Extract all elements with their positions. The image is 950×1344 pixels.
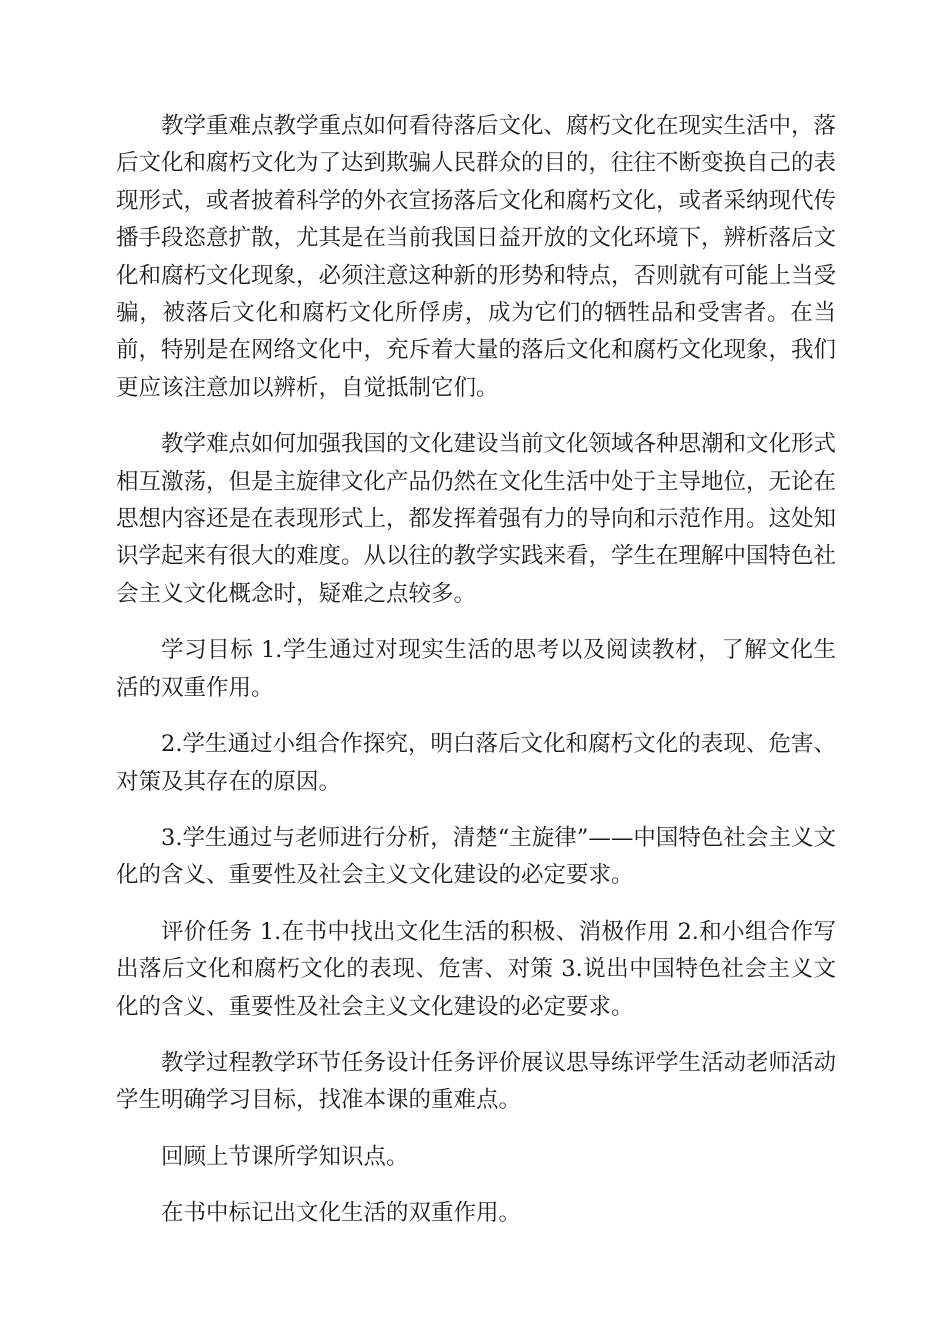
paragraph-learning-goal-2: 2.学生通过小组合作探究，明白落后文化和腐朽文化的表现、危害、对策及其存在的原因。 [116,731,836,795]
paragraph-review: 回顾上节课所学知识点。 [161,1143,409,1170]
document-body [116,108,836,1252]
paragraph-teaching-process: 教学过程教学环节任务设计任务评价展议思导练评学生活动老师活动学生明确学习目标，找准本课的重难点。 [116,1049,837,1114]
paragraph-learning-goal-1: 学习目标 1.学生通过对现实生活的思考以及阅读教材，了解文化生活的双重作用。 [116,637,836,701]
paragraph-key-difficult-points: 教学重难点教学重点如何看待落后文化、腐朽文化在现实生活中，落后文化和腐朽文化为了达到欺骗人民群众的目的，往往不断变换自己的表现形式，或者披着科学的外衣宣扬落后文化和腐朽文化，或者采纳现代传播手段恣意扩散，尤其是在当前我国日益开放的文化环境下，辨析落后文化和腐朽文化现象，必须注意这种新的形势和特点，否则就有可能上当受骗，被落后文化和腐朽文化所俘虏，成为它们的牺牲品和受害者。在当前，特别是在网络文化中，充斥着大量的落后文化和腐朽文化现象，我们更应该注意加以辨析，自觉抵制它们。 [116,113,837,401]
paragraph-mark-in-book: 在书中标记出文化生活的双重作用。 [161,1200,522,1227]
paragraph-learning-goal-3: 3.学生通过与老师进行分析，清楚“主旋律”——中国特色社会主义文化的含义、重要性及社会主义文化建设的必定要求。 [116,824,836,889]
paragraph-teaching-difficulty: 教学难点如何加强我国的文化建设当前文化领域各种思潮和文化形式相互激荡，但是主旋律文化产品仍然在文化生活中处于主导地位，无论在思想内容还是在表现形式上，都发挥着强有力的导向和示范作用。这处知识学起来有很大的难度。从以往的教学实践来看，学生在理解中国特色社会主义文化概念时，疑难之点较多。 [116,431,837,607]
paragraph-evaluation-tasks: 评价任务 1.在书中找出文化生活的积极、消极作用 2.和小组合作写出落后文化和腐朽文化的表现、危害、对策 3.说出中国特色社会主义文化的含义、重要性及社会主义文化建设的必定要求。 [116,918,836,1020]
